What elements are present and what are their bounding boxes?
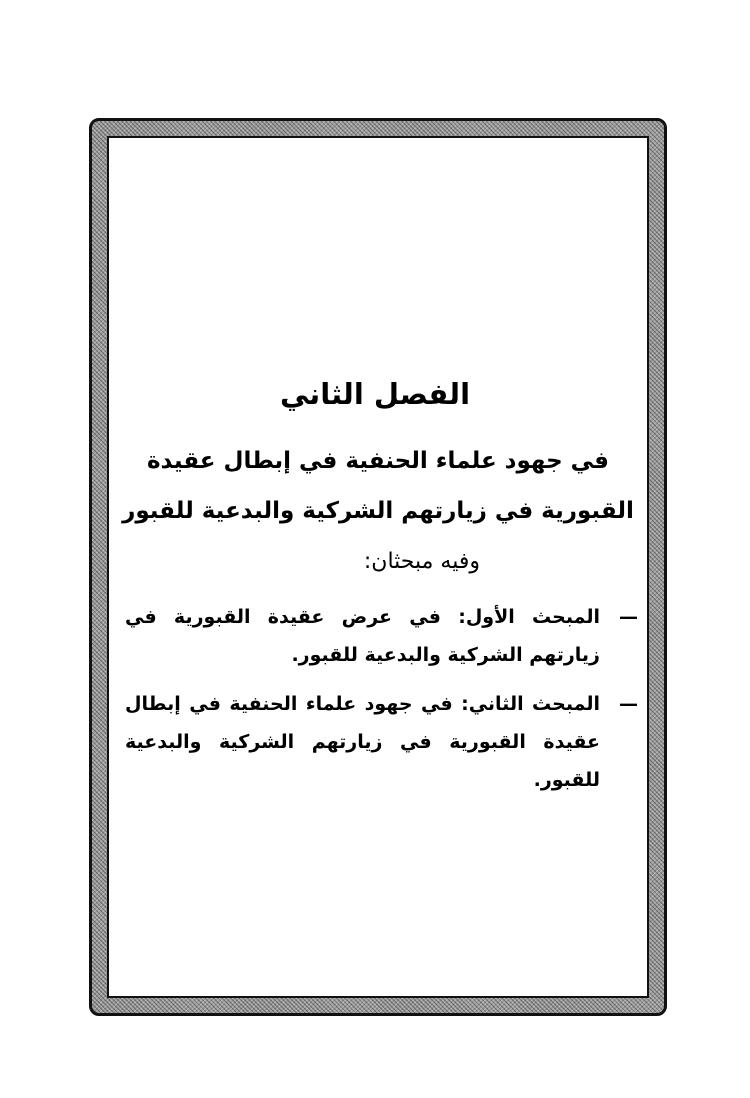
section-item-first [125, 598, 640, 674]
chapter-subtitle: في جهود علماء الحنفية في إبطال عقيدة القبورية في زيارتهم الشركية والبدعية للقبور [122, 448, 634, 524]
dash-bullet: — [619, 693, 638, 715]
dash-bullet: — [619, 606, 638, 628]
section-item-second [125, 685, 640, 799]
section-item-text: المبحث الثاني: في جهود علماء الحنفية في إبطال عقيدة القبورية في زيارتهم الشركية والبدعية للقبور. [125, 693, 600, 791]
chapter-title: الفصل الثاني [279, 377, 471, 411]
sections-intro-label: وفيه مبحثان: [363, 549, 480, 574]
section-item-text: المبحث الأول: في عرض عقيدة القبورية في زيارتهم الشركية والبدعية للقبور. [125, 606, 600, 666]
sections-list [125, 598, 640, 810]
